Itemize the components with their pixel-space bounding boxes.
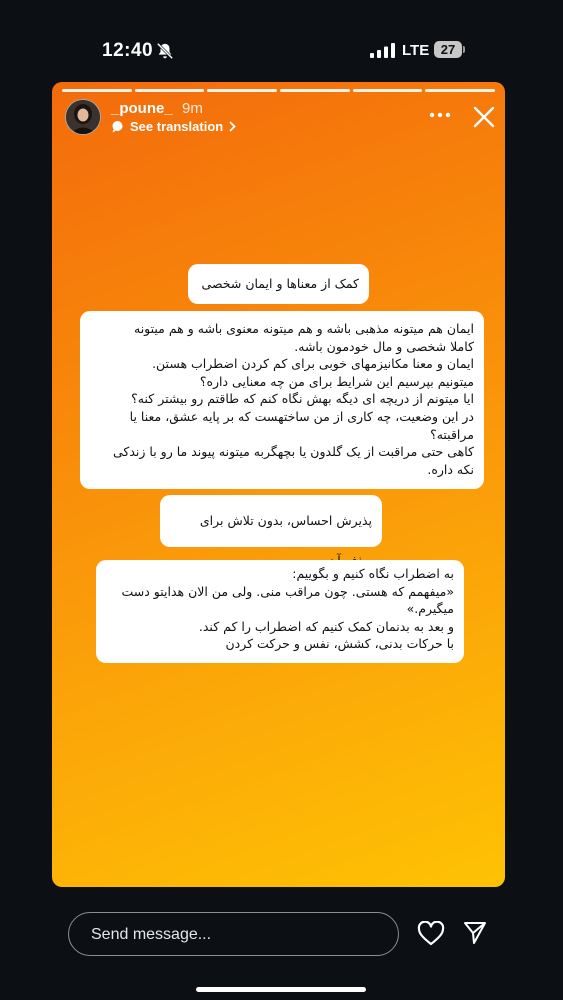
story-text-block-title: [188, 264, 369, 304]
close-icon[interactable]: [473, 106, 495, 128]
avatar[interactable]: [65, 99, 101, 135]
story-text-line: ایا میتونم از دریچه ای دیگه بهش نگاه کنم که طاقتم رو بیشتر کنه؟: [131, 391, 474, 407]
story-text-line: نکه داره.: [427, 461, 474, 477]
see-translation-link[interactable]: [111, 119, 236, 134]
send-message-field[interactable]: [68, 912, 399, 956]
story-text-line: با حرکات بدنی، کشش، نفس و حرکت کردن: [225, 636, 454, 652]
story-text-line: «میفهمم که هستی. چون مراقب منی. ولی من الان هدایتو دست: [121, 583, 454, 599]
story-progress-segment: [207, 89, 277, 92]
send-message-input[interactable]: [89, 913, 383, 957]
story-text-line: میتونیم بپرسیم این شرایط برای من چه معنایی داره؟: [199, 373, 474, 389]
story-card[interactable]: [52, 82, 505, 887]
battery-level: 27: [434, 41, 462, 58]
see-translation-label: See translation: [130, 119, 224, 134]
story-text-block-faith: [80, 311, 484, 489]
story-text-line: میگیرم.»: [406, 601, 454, 617]
story-text-line: در این وضعیت، چه کاری از من ساختهست که بر پایه عشق، معنا یا: [129, 408, 474, 424]
story-text-line: به اضطراب نگاه کنیم و بگوییم:: [292, 566, 454, 581]
story-progress-segment: [62, 89, 132, 92]
story-text-line: ایمان هم میتونه مذهبی باشه و هم میتونه معنوی باشه و هم میتونه: [134, 321, 474, 336]
story-text-line: کاهی حتی مراقبت از یک گلدون یا بچهگربه میتونه پیوند ما رو با زندکی: [113, 444, 474, 460]
story-timestamp: 9m: [182, 100, 203, 117]
story-progress-segment: [135, 89, 205, 92]
story-text-line: و بعد به بدنمان کمک کنیم که اضطراب را کم کند.: [198, 618, 454, 634]
story-text-block-anxiety: [96, 560, 464, 663]
chevron-right-icon: [229, 121, 236, 132]
story-text-line: کاملا شخصی و مال خودمون باشه.: [294, 338, 474, 354]
story-username[interactable]: _poune_: [111, 100, 173, 117]
story-text-block-acceptance: [160, 495, 382, 547]
translate-icon: [111, 120, 124, 133]
signal-icon: [370, 43, 396, 58]
story-progress-segment: [353, 89, 423, 92]
send-icon[interactable]: [462, 920, 488, 946]
network-type: LTE: [402, 42, 430, 59]
status-time: 12:40: [102, 40, 154, 61]
status-bar: [0, 0, 563, 80]
more-options-icon[interactable]: [428, 108, 452, 122]
heart-icon[interactable]: [417, 921, 445, 947]
battery-icon: [434, 41, 466, 59]
bell-muted-icon: [156, 42, 174, 60]
story-progress-segment: [425, 89, 495, 92]
story-text-line: کمک از معناها و ایمان شخصی: [201, 276, 359, 291]
story-text-line: پذیرش احساس، بدون تلاش برای: [199, 513, 372, 528]
story-progress-bar: [62, 89, 495, 92]
home-indicator[interactable]: [196, 987, 366, 992]
story-text-line: مراقبته؟: [430, 426, 474, 442]
story-text-line: ایمان و معنا مکانیزمهای خوبی برای کم کردن اضطراب هستن.: [152, 356, 474, 372]
story-progress-segment: [280, 89, 350, 92]
